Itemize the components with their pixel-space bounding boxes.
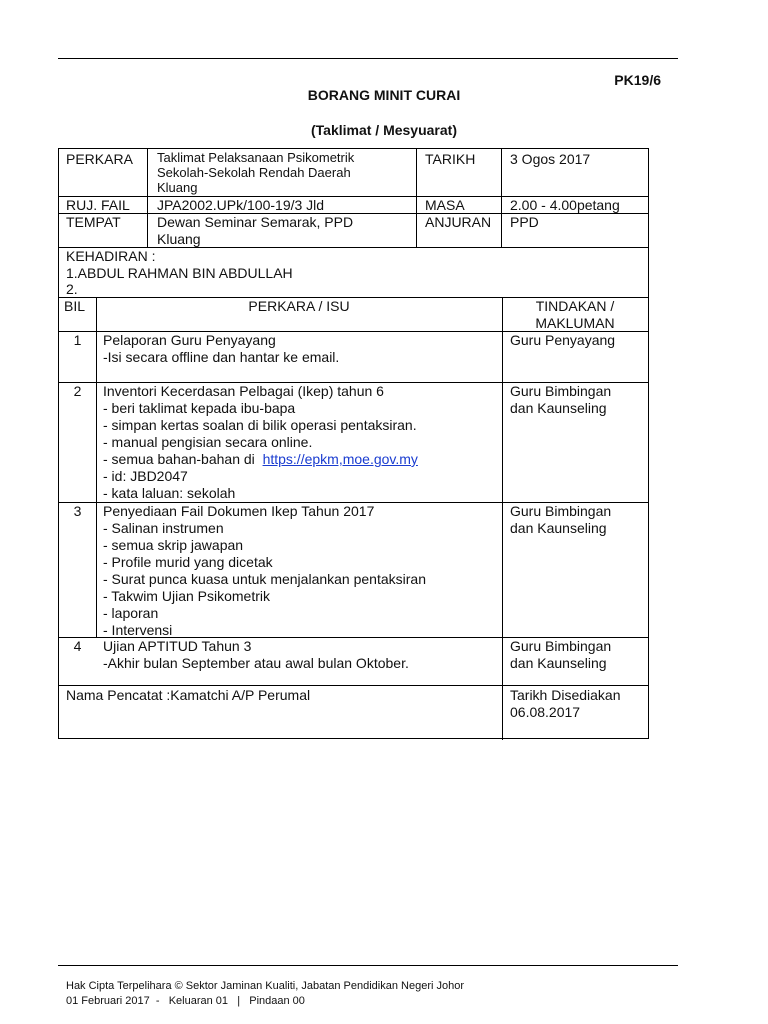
row-1-bil: 1 (73, 332, 82, 348)
perkara-label: PERKARA (66, 151, 133, 167)
row-1-perkara: Pelaporan Guru Penyayang -Isi secara offline dan hantar ke email. (103, 332, 340, 365)
bottom-rule (58, 965, 678, 966)
perkara-header: PERKARA / ISU (248, 298, 350, 314)
rujfail-value: JPA2002.UPk/100-19/3 Jld (157, 197, 325, 213)
tempat-value: Dewan Seminar Semarak, PPD Kluang (157, 214, 354, 247)
row-3-perkara: Penyediaan Fail Dokumen Ikep Tahun 2017 - Salinan instrumen - semua skrip jawapan - Profile murid yang dicetak - Surat punca kuasa untuk menjalankan pentaksiran - Takwim Ujian Psikometrik - laporan - Intervensi (103, 503, 426, 638)
form-title: BORANG MINIT CURAI (307, 87, 461, 103)
epkm-link[interactable]: https://epkm,moe.gov.my (262, 451, 418, 467)
row-3-tindakan: Guru Bimbingan dan Kaunseling (510, 503, 612, 536)
row-2-link-prefix: - semua bahan-bahan di (103, 451, 263, 467)
anjuran-label: ANJURAN (425, 214, 492, 230)
row-2-bil: 2 (73, 383, 82, 399)
row-2-tindakan: Guru Bimbingan dan Kaunseling (510, 383, 612, 416)
row-2-perkara-part-b: - id: JBD2047 - kata laluan: sekolah (103, 468, 236, 501)
masa-value: 2.00 - 4.00petang (510, 197, 620, 213)
masa-label: MASA (425, 197, 465, 213)
anjuran-value: PPD (510, 214, 539, 230)
kehadiran-label: KEHADIRAN : (66, 248, 156, 264)
tempat-label: TEMPAT (66, 214, 121, 230)
form-subtitle: (Taklimat / Mesyuarat) (310, 122, 457, 138)
perkara-value: Taklimat Pelaksanaan Psikometrik Sekolah-Sekolah Rendah Daerah Kluang (157, 150, 355, 195)
row-2-link-line (103, 451, 418, 468)
minutes-table (58, 148, 649, 739)
row-3-bil: 3 (73, 503, 82, 519)
footer-copyright: Hak Cipta Terpelihara © Sektor Jaminan Kualiti, Jabatan Pendidikan Negeri Johor (66, 980, 465, 992)
top-rule (58, 58, 678, 59)
footer-revision: 01 Februari 2017 - Keluaran 01 | Pindaan 00 (66, 995, 305, 1007)
rujfail-label: RUJ. FAIL (66, 197, 130, 213)
form-code: PK19/6 (614, 72, 661, 88)
kehadiran-line-1: 1.ABDUL RAHMAN BIN ABDULLAH (66, 265, 293, 281)
row-2-perkara (103, 383, 418, 502)
row-4-perkara: Ujian APTITUD Tahun 3 -Akhir bulan September atau awal bulan Oktober. (103, 638, 409, 671)
row-1-tindakan: Guru Penyayang (510, 332, 616, 348)
row-4-bil: 4 (73, 638, 82, 654)
kehadiran-line-2: 2. (66, 281, 78, 297)
tarikh-disediakan: Tarikh Disediakan 06.08.2017 (510, 687, 621, 720)
bil-header: BIL (64, 298, 86, 314)
tarikh-value: 3 Ogos 2017 (510, 151, 591, 167)
nama-pencatat: Nama Pencatat :Kamatchi A/P Perumal (66, 687, 311, 703)
tarikh-label: TARIKH (425, 151, 476, 167)
row-2-perkara-part-a: Inventori Kecerdasan Pelbagai (Ikep) tahun 6 - beri taklimat kepada ibu-bapa - simpan kertas soalan di bilik operasi pentaksiran. - manual pengisian secara online. (103, 383, 417, 450)
tindakan-header: TINDAKAN / MAKLUMAN (535, 298, 615, 331)
row-4-tindakan: Guru Bimbingan dan Kaunseling (510, 638, 612, 671)
